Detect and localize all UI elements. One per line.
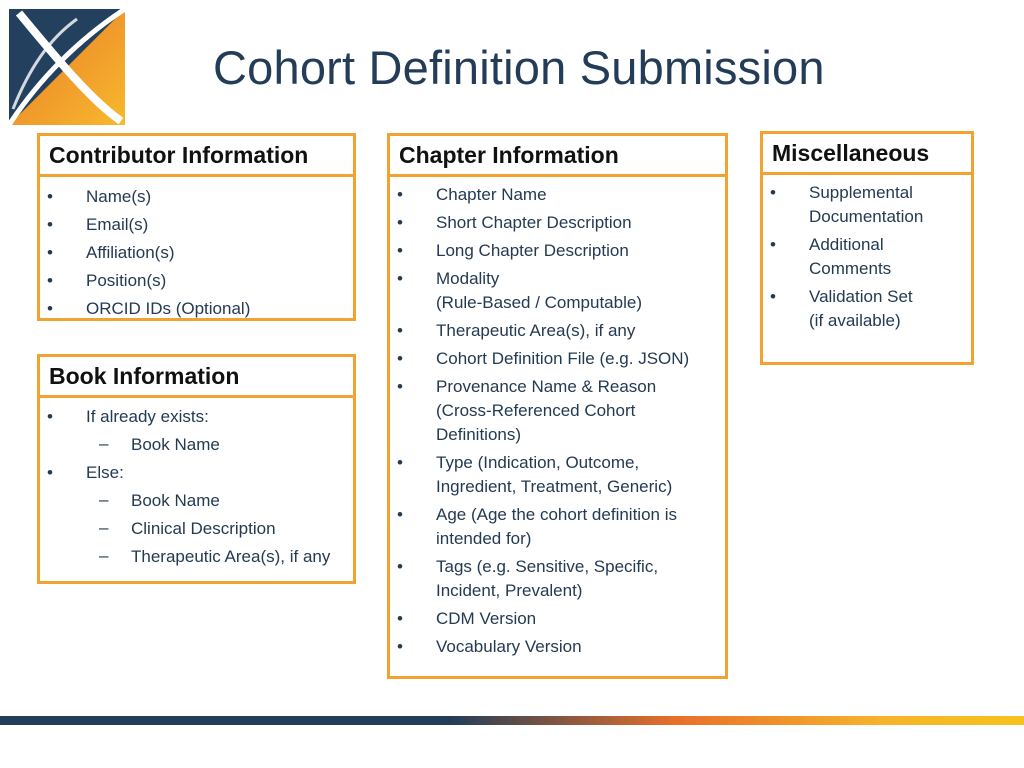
list-item: • Long Chapter Description xyxy=(397,241,629,260)
sub-list-item: – Book Name xyxy=(99,434,220,454)
miscellaneous-box xyxy=(760,131,974,365)
list-item: • If already exists: – Book Name xyxy=(40,405,353,457)
list-item: • Provenance Name & Reason (Cross-Referenced Cohort Definitions) xyxy=(397,377,657,444)
list-item: • Email(s) xyxy=(47,215,149,234)
list-item: • Age (Age the cohort definition is intended for) xyxy=(397,505,677,548)
book-information-box xyxy=(37,354,356,584)
slide-title: Cohort Definition Submission xyxy=(213,41,825,94)
list-item: • Else: – Book Name – Clinical Description – Therapeutic Area(s), if any xyxy=(40,461,353,569)
sub-list-item: – Clinical Description xyxy=(99,518,276,538)
list-item: • Tags (e.g. Sensitive, Specific, Incident, Prevalent) xyxy=(397,557,659,600)
list-item: • Position(s) xyxy=(47,271,167,290)
list-item: • Type (Indication, Outcome, Ingredient, Treatment, Generic) xyxy=(397,453,673,496)
list-item: • Validation Set (if available) xyxy=(770,287,913,330)
sub-list xyxy=(86,433,353,457)
chapter-information-heading: Chapter Information xyxy=(390,136,725,177)
book-list xyxy=(40,398,353,569)
miscellaneous-heading: Miscellaneous xyxy=(763,134,971,175)
list-item: • Name(s) xyxy=(47,187,152,206)
list-item: • ORCID IDs (Optional) xyxy=(47,299,251,318)
chapter-list xyxy=(390,177,725,659)
list-item: • Short Chapter Description xyxy=(397,213,632,232)
list-item: • CDM Version xyxy=(397,609,537,628)
chapter-information-box xyxy=(387,133,728,679)
sub-list-item: – Therapeutic Area(s), if any xyxy=(99,546,331,566)
list-item: • Affiliation(s) xyxy=(47,243,175,262)
sub-list-item: – Book Name xyxy=(99,490,220,510)
list-item: • Cohort Definition File (e.g. JSON) xyxy=(397,349,690,368)
sub-list xyxy=(86,489,353,569)
list-item: • Vocabulary Version xyxy=(397,637,582,656)
list-item: • Supplemental Documentation xyxy=(770,183,924,226)
list-item: • Additional Comments xyxy=(770,235,892,278)
list-item: • Modality (Rule-Based / Computable) xyxy=(397,269,642,312)
list-item: • Therapeutic Area(s), if any xyxy=(397,321,636,340)
book-information-heading: Book Information xyxy=(40,357,353,398)
footer-gradient-bar xyxy=(0,716,1024,725)
list-item: • Chapter Name xyxy=(397,185,547,204)
contributor-information-box xyxy=(37,133,356,321)
contributor-list xyxy=(40,177,353,321)
ohdsi-logo-icon xyxy=(9,9,125,125)
contributor-information-heading: Contributor Information xyxy=(40,136,353,177)
misc-list xyxy=(763,175,971,333)
